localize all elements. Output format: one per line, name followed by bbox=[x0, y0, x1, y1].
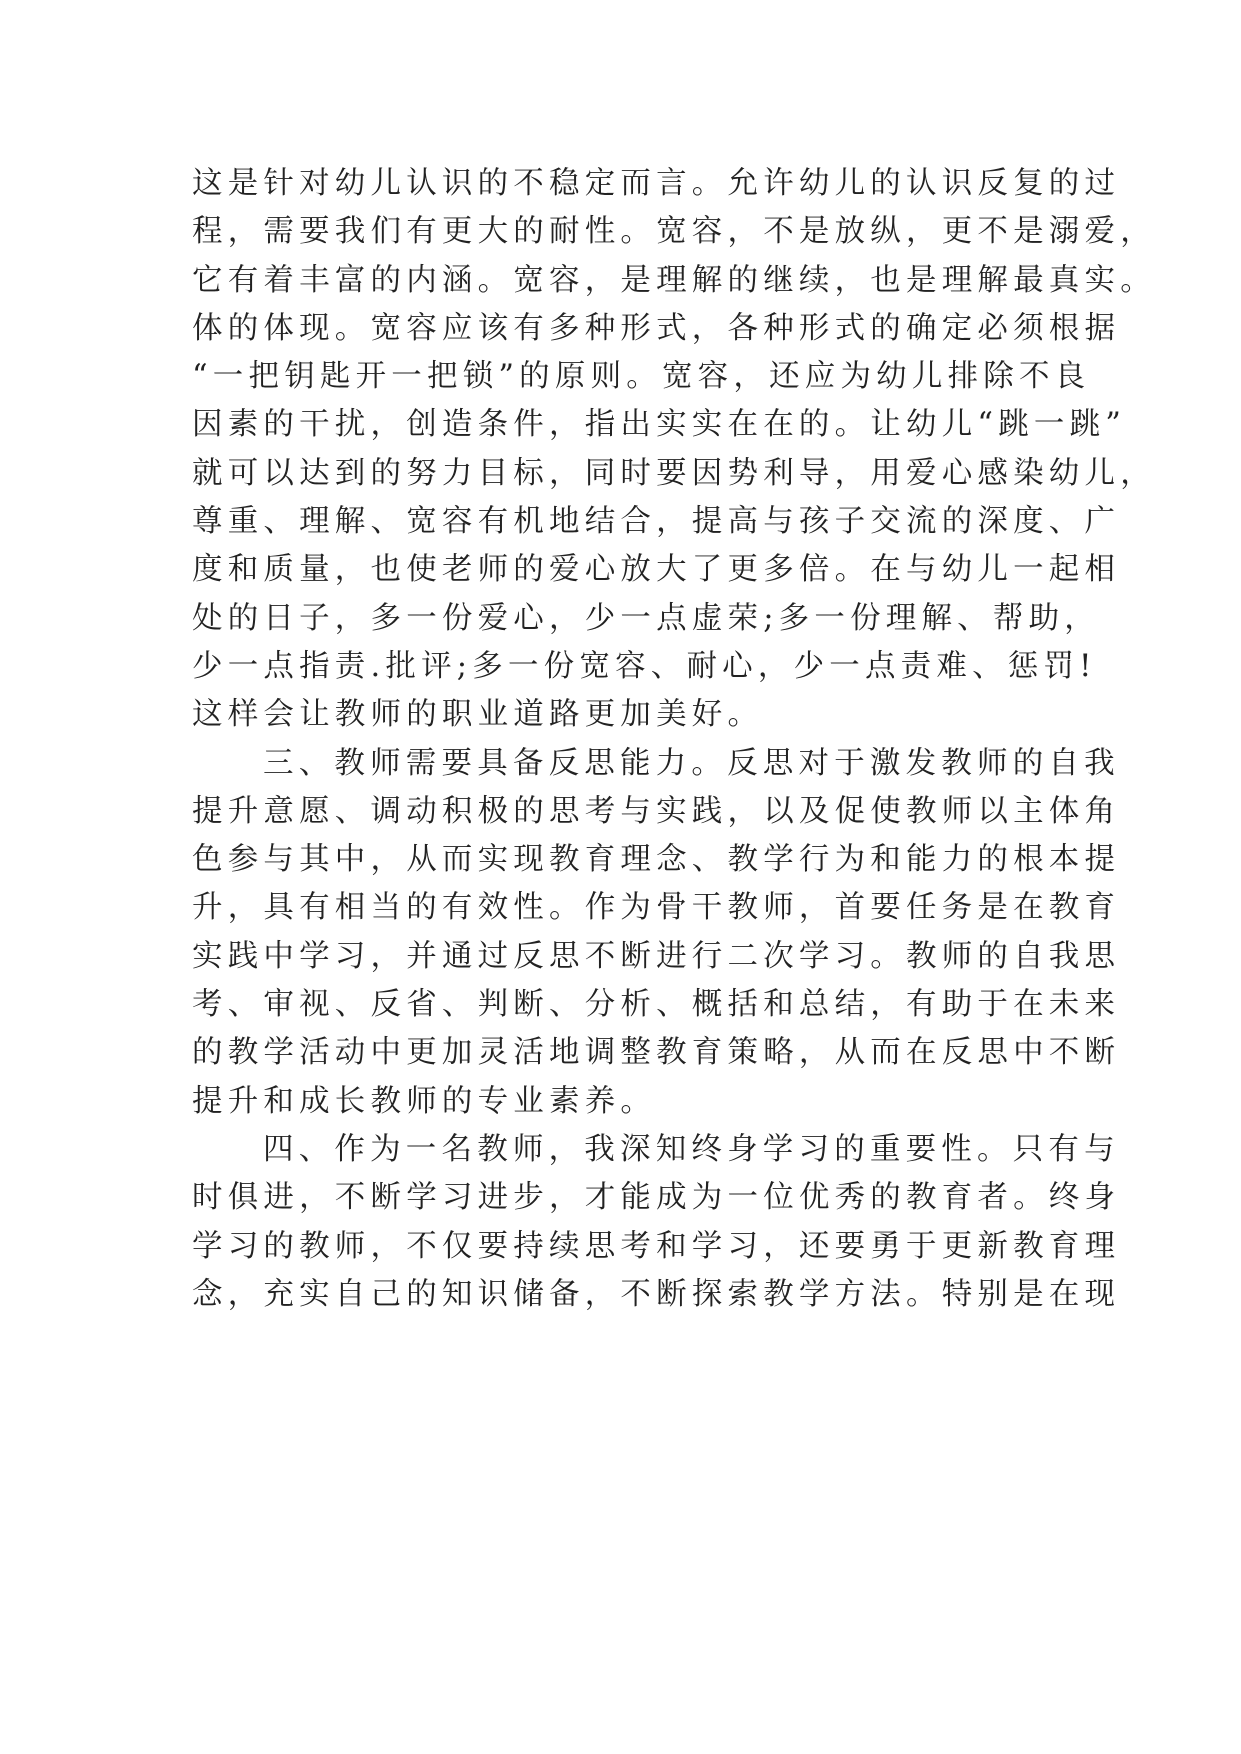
text-line: 的教学活动中更加灵活地调整教育策略，从而在反思中不断 bbox=[192, 1035, 1121, 1071]
text-line: 色参与其中，从而实现教育理念、教学行为和能力的根本提 bbox=[192, 842, 1121, 878]
text-line: 就可以达到的努力目标，同时要因势利导，用爱心感染幼儿， bbox=[192, 455, 1156, 491]
text-line: 考、审视、反省、判断、分析、概括和总结，有助于在未来 bbox=[192, 987, 1121, 1023]
text-line: 程，需要我们有更大的耐性。宽容，不是放纵，更不是溺爱， bbox=[192, 214, 1156, 250]
text-line: 度和质量，也使老师的爱心放大了更多倍。在与幼儿一起相 bbox=[192, 552, 1121, 588]
text-line: 念，充实自己的知识储备，不断探索教学方法。特别是在现 bbox=[192, 1276, 1121, 1312]
text-line: 它有着丰富的内涵。宽容，是理解的继续，也是理解最真实。 bbox=[192, 262, 1156, 298]
text-line: 时俱进，不断学习进步，才能成为一位优秀的教育者。终身 bbox=[192, 1180, 1121, 1216]
body-text bbox=[192, 160, 1156, 1319]
text-line: 这样会让教师的职业道路更加美好。 bbox=[192, 697, 764, 733]
paragraph-3-first-line: 三、教师需要具备反思能力。反思对于激发教师的自我 bbox=[263, 745, 1120, 781]
paragraph-4-first-line: 四、作为一名教师，我深知终身学习的重要性。只有与 bbox=[263, 1131, 1120, 1167]
text-line: 体的体现。宽容应该有多种形式，各种形式的确定必须根据 bbox=[192, 310, 1121, 346]
text-line: 这是针对幼儿认识的不稳定而言。允许幼儿的认识反复的过 bbox=[192, 166, 1121, 201]
text-line: 实践中学习，并通过反思不断进行二次学习。教师的自我思 bbox=[192, 938, 1121, 974]
text-line: 处的日子，多一份爱心，少一点虚荣;多一份理解、帮助， bbox=[192, 600, 1100, 636]
text-line: 因素的干扰，创造条件，指出实实在在的。让幼儿“跳一跳” bbox=[192, 407, 1127, 443]
text-line: 提升意愿、调动积极的思考与实践，以及促使教师以主体角 bbox=[192, 793, 1121, 829]
text-line: 少一点指责.批评;多一份宽容、耐心，少一点责难、惩罚! bbox=[192, 648, 1097, 684]
text-line: 尊重、理解、宽容有机地结合，提高与孩子交流的深度、广 bbox=[192, 504, 1121, 540]
text-line: 学习的教师，不仅要持续思考和学习，还要勇于更新教育理 bbox=[192, 1228, 1121, 1264]
text-line: “一把钥匙开一把锁”的原则。宽容，还应为幼儿排除不良 bbox=[192, 359, 1091, 395]
text-line: 升，具有相当的有效性。作为骨干教师，首要任务是在教育 bbox=[192, 890, 1121, 926]
text-line: 提升和成长教师的专业素养。 bbox=[192, 1083, 657, 1119]
